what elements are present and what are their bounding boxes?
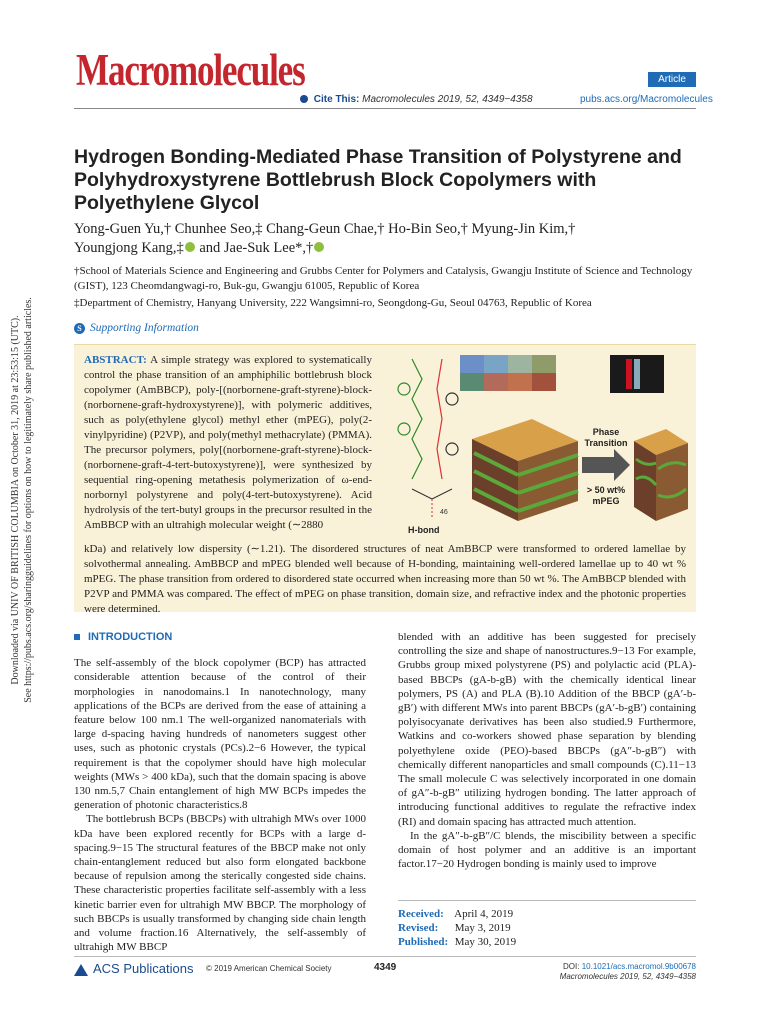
mpeg-label: mPEG — [592, 496, 620, 506]
author-list — [74, 220, 694, 258]
footer-divider — [74, 956, 696, 957]
cite-label: Cite This: — [313, 94, 360, 105]
orcid-icon[interactable] — [185, 242, 195, 252]
affiliation-gist: †School of Materials Science and Engineering and Grubbs Center for Polymers and Catalysis, Gwangju Institute of Science and Technology (GIST), 123 Cheomdangwagi-ro, Buk-gu, Gwangju 61005, Republic of Korea — [74, 265, 693, 292]
supporting-info-icon: S — [74, 323, 85, 334]
acs-logo-icon — [74, 964, 88, 976]
abstract-body: A simple strategy was explored to systematically control the phase transition of an amphiphilic bottlebrush block copolymer (AmBBCP), poly-[(norbornene-graft-styrene)-block-(norbornene-graft-hydroxystyrene)], with polymeric additives, such as poly(ethylene glycol) methyl ether (mPEG), poly(2-vinylpyridine) (P2VP), and poly(methyl methacrylate) (PMMA). The precursor polymers, poly[(norbornene-graft-styrene)-block-(norbornene-graft-4-tert-butoxystyrene)], were synthesized by sequential ring-opening metathesis polymerization of ω-end-norbornyl polystyrene and poly(4-tert-butoxystyrene). Acid hydrolysis of the tert-butyl groups in the precursor resulted in the AmBBCP with an ultrahigh molecular weight (∼2880 — [84, 354, 372, 531]
intro-paragraph-2: The bottlebrush BCPs (BBCPs) with ultrahigh MWs over 1000 kDa have been explored recently for BCPs with a large d-spacing.9−15 The structural features of the BBCP make not only chain-entanglement reduced but also form elongated backbone because of repulsion among the sterically congested side chains. These characteristic properties facilitate self-assembly with a less kinetic barrier even for ultrahigh MW BBCP. The morphology of such BBCPs is usually transformed by changing side chain length and volume fraction.16 Alternatively, the self-assembly of ultrahigh MW BBCP — [74, 813, 366, 954]
authors-line2 — [74, 239, 694, 258]
wt-label: > 50 wt% — [586, 485, 626, 495]
abstract-box — [74, 344, 696, 615]
revised-date: Revised: May 3, 2019 — [398, 922, 511, 934]
ordered-lamellae-block — [472, 419, 578, 521]
download-notice-line1: Downloaded via UNIV OF BRITISH COLUMBIA on October 31, 2019 at 23:53:15 (UTC). — [10, 315, 21, 685]
article-title: Hydrogen Bonding-Mediated Phase Transition of Polystyrene and Polyhydroxystyrene Bottlebrush Block Copolymers with Polyethylene Glycol — [74, 146, 682, 214]
intro-paragraph-3: blended with an additive has been suggested for precisely controlling the size and shape of nanostructures.9−13 For example, Grubbs group mixed polystyrene (PS) and polylactic acid (PLA)-based BBCPs (gA-b-gB) with the chemically identical linear polymers, PS (A) and PLA (B).10 Addition of the BBCP (gA′-b-gB′) with different MWs into parent BBCPs (gA′-b-gB′) containing polyisocyanate derivatives has been also studied.9 Furthermore, Watkins and co-workers showed phase separation by blending polyethylene oxide (PEO)-based BBCPs (gA″-b-gB″) with chemically different nanoparticles and small compounds (C).11−13 The small molecule C was selectively incorporated in one domain of gA″-b-gB″ utilizing hydrogen bonding. The latter approach of introducing functional additives to regulate the refractive index (RI) and domain spacing has attracted much attention. — [398, 631, 696, 828]
polymer-n-label: 46 — [440, 509, 448, 516]
footer-citation: Macromolecules 2019, 52, 4349−4358 — [559, 972, 696, 981]
copyright-notice: © 2019 American Chemical Society — [206, 964, 332, 973]
header-divider — [74, 108, 696, 109]
abstract-label: ABSTRACT: — [84, 354, 147, 366]
supporting-information-label: Supporting Information — [90, 322, 199, 334]
body-column-left — [74, 630, 366, 954]
body-column-right — [398, 630, 696, 871]
abstract-text — [84, 353, 372, 533]
article-type-badge: Article — [648, 72, 696, 87]
toc-graphic — [382, 349, 690, 539]
doi-label: DOI: — [563, 962, 580, 971]
phase-transition-arrow — [582, 449, 630, 481]
publication-dates — [398, 900, 696, 949]
doi-link[interactable]: 10.1021/acs.macromol.9b00678 — [581, 962, 696, 971]
author-lee: and Jae-Suk Lee*,† — [195, 240, 314, 256]
abstract-continuation: kDa) and relatively low dispersity (∼1.21). The disordered structures of neat AmBBCP were transformed to ordered lamellae by solvothermal annealing. AmBBCP and mPEG blended well because of H-bonding, maintaining well-ordered lamellae up to 40 wt % mPEG. The phase transition from ordered to disordered state occurred when increasing more than 50 wt %. The AmBBCP blended with P2VP and PMMA was compared. The effect of mPEG on phase transition, domain size, and refractive index and the photonic properties were determined. — [84, 543, 686, 615]
author-kang: Youngjong Kang,‡ — [74, 240, 184, 256]
download-notice-line2: See https://pubs.acs.org/sharingguidelines for options on how to legitimately share published articles. — [23, 297, 34, 703]
page-number: 4349 — [374, 962, 397, 973]
transition-label: Transition — [584, 438, 628, 448]
journal-url-link[interactable]: pubs.acs.org/Macromolecules — [580, 94, 713, 105]
supporting-information-link[interactable] — [74, 322, 199, 334]
disordered-block — [634, 429, 688, 521]
cite-icon — [300, 95, 308, 103]
intro-paragraph-4: In the gA″-b-gB″/C blends, the miscibility between a specific domain of host polymer and an additive is an important factor.17−20 Hydrogen bonding is mainly used to improve — [398, 829, 696, 871]
doi-block — [540, 962, 696, 982]
orcid-icon[interactable] — [314, 242, 324, 252]
received-date: Received: April 4, 2019 — [398, 908, 514, 920]
affiliations — [74, 264, 696, 313]
phase-label: Phase — [592, 427, 620, 437]
download-notice — [4, 297, 40, 703]
cite-reference: Macromolecules 2019, 52, 4349−4358 — [362, 94, 533, 105]
affiliation-hanyang: ‡Department of Chemistry, Hanyang University, 222 Wangsimni-ro, Seongdong-Gu, Seoul 04763, Republic of Korea — [74, 297, 592, 309]
hbond-label: H-bond — [408, 525, 440, 535]
journal-logo: Macromolecules — [76, 45, 305, 95]
published-date: Published: May 30, 2019 — [398, 936, 517, 948]
intro-paragraph-1: The self-assembly of the block copolymer (BCP) has attracted considerable attention because of the control of their morphologies in nanodomains.1 In nanotechnology, many applications of the BCPs are derived from the ease of attaining a feature below 100 nm.1 The well-organized nanomaterials with large d-spacing having hundreds of nanometers suggest other uses, such as photonic crystals (PCs).2−6 However, the typical requirement is that the copolymer should have high molecular weights (MWs > 400 kDa), such that the domain spacing is above 130 nm.5,7 Chain entanglement of high MW BCPs impedes the generation of photonic characteristics.8 — [74, 657, 366, 812]
photonic-color-swatches — [460, 355, 556, 391]
acs-publications-logo[interactable]: ACS Publications — [74, 961, 193, 976]
section-bullet-icon — [74, 634, 80, 640]
section-heading-introduction: INTRODUCTION — [74, 630, 366, 644]
sample-photo — [610, 355, 664, 393]
authors-line1: Yong-Guen Yu,† Chunhee Seo,‡ Chang-Geun Chae,† Ho-Bin Seo,† Myung-Jin Kim,† — [74, 221, 576, 237]
cite-this[interactable] — [300, 94, 533, 105]
chemical-structure — [398, 359, 458, 479]
